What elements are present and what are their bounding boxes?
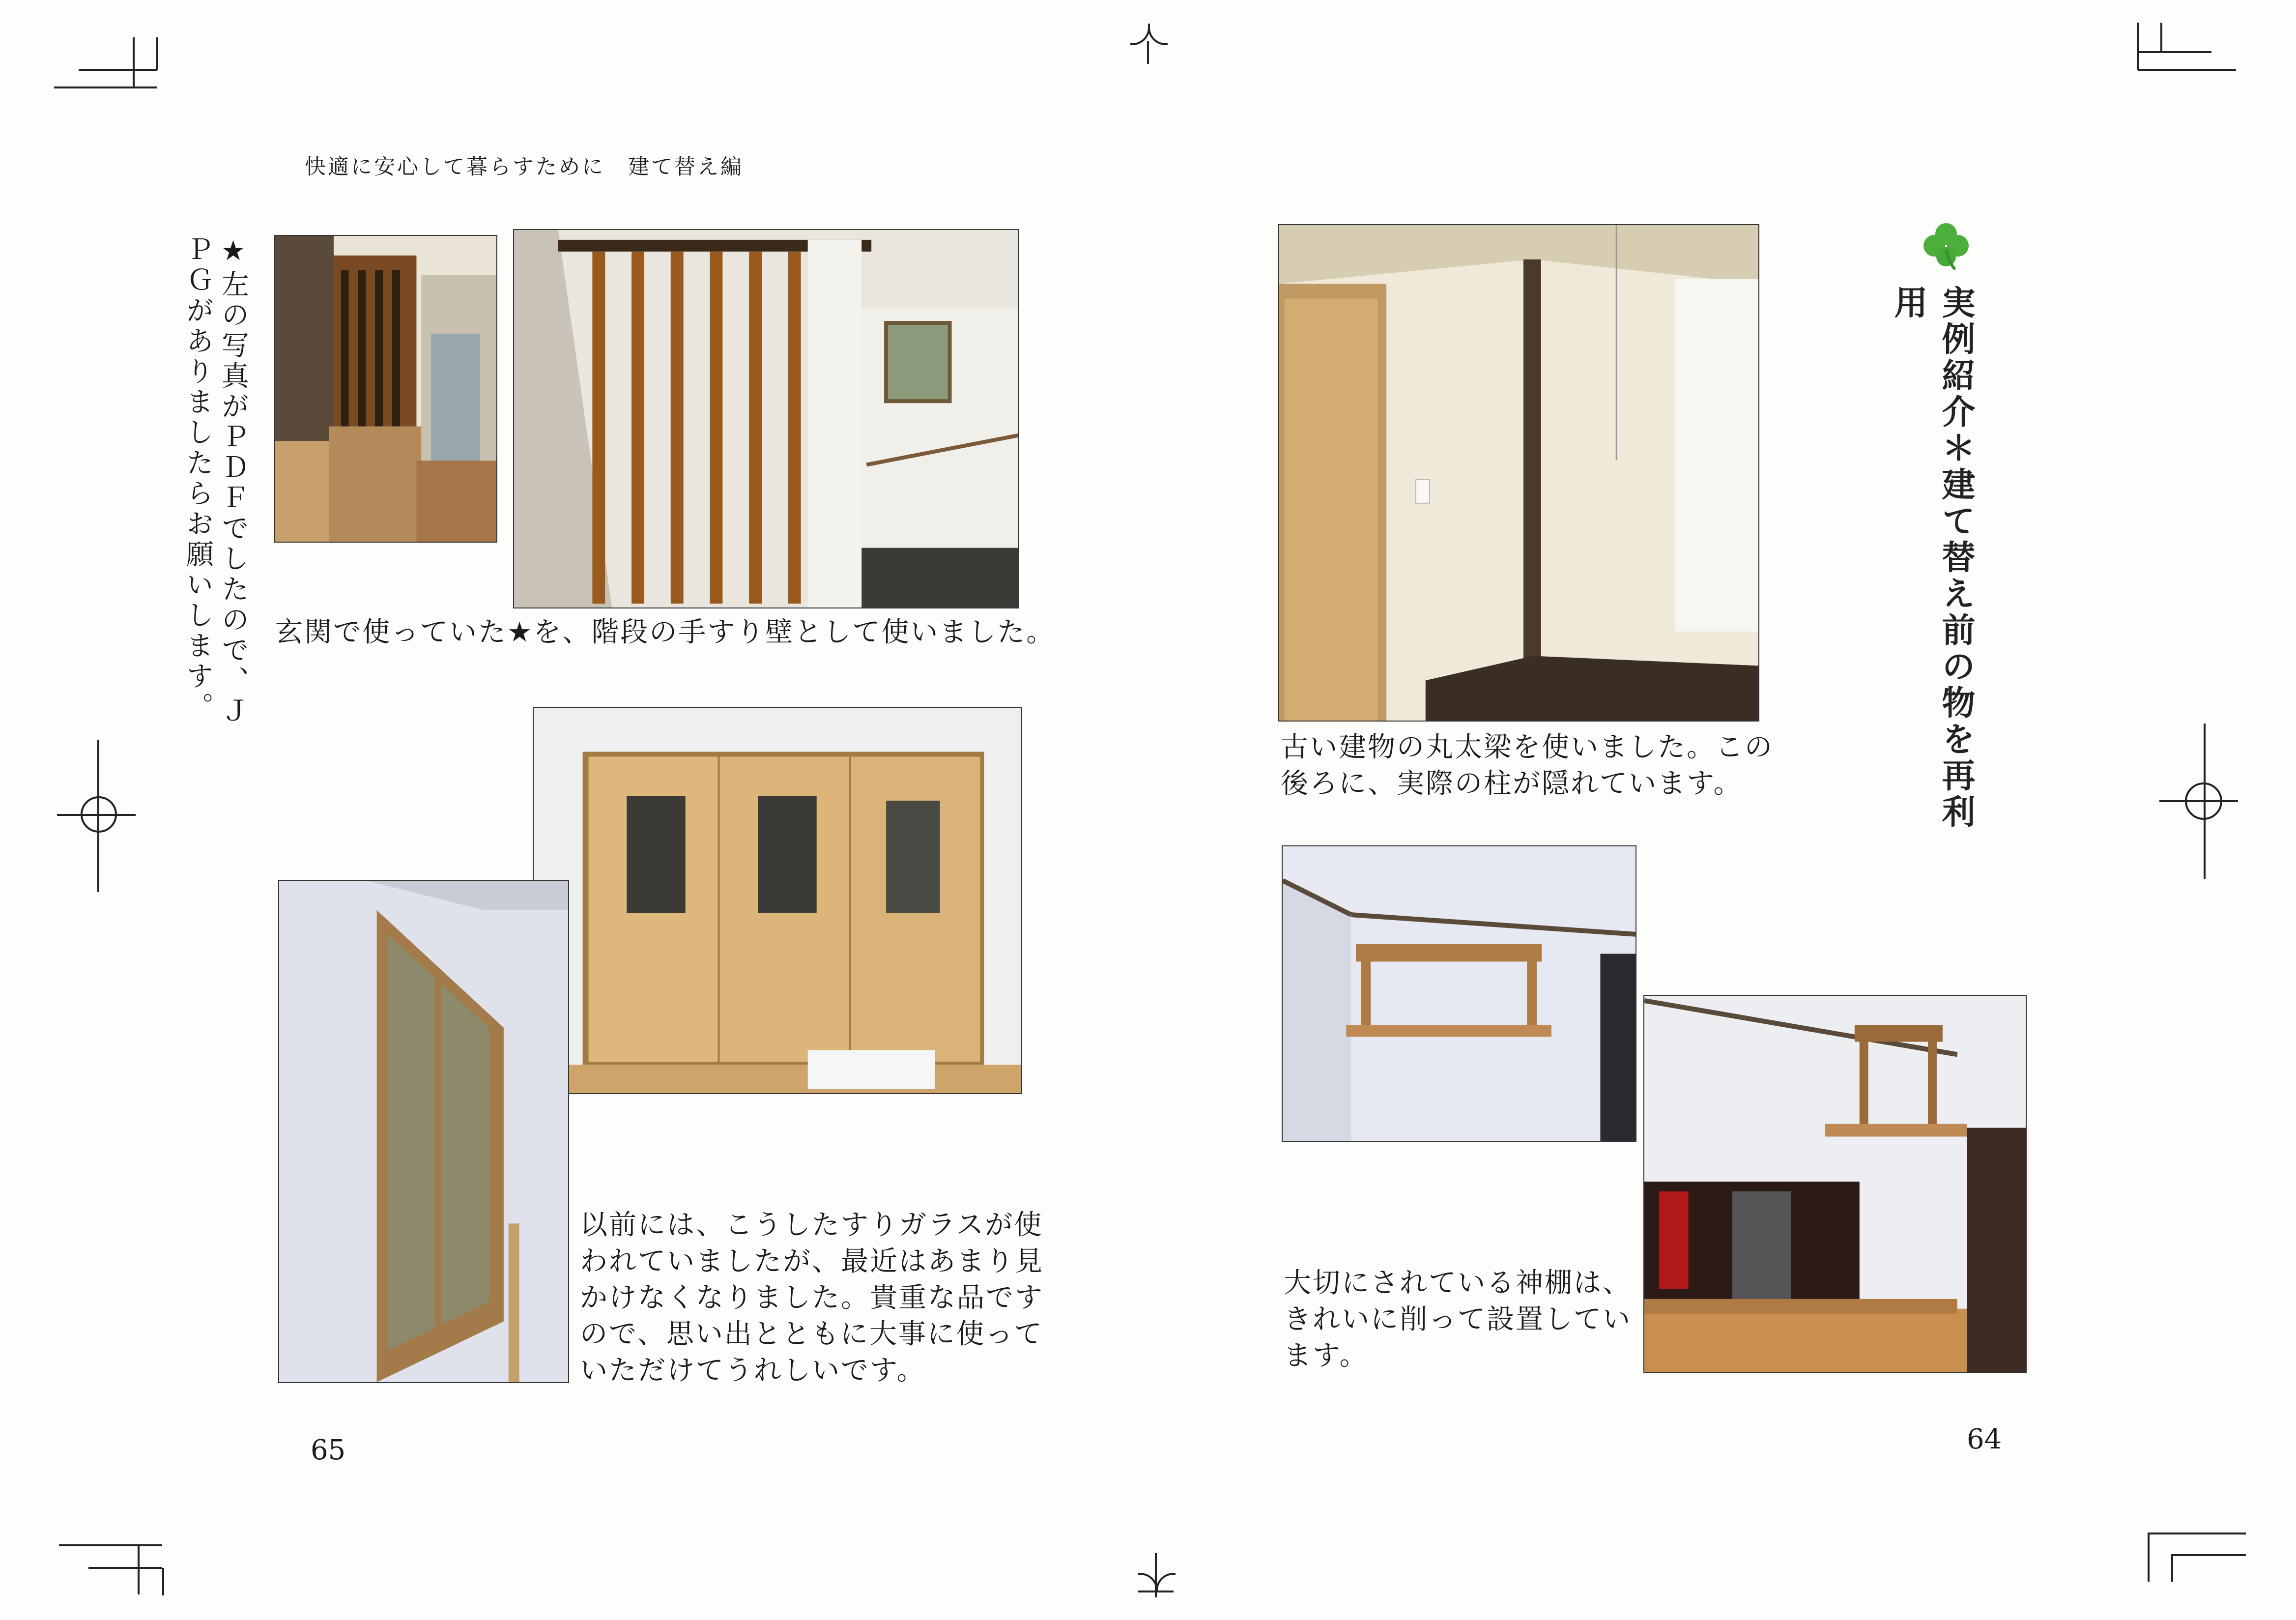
- photo-sliding-doors: [533, 707, 1022, 1094]
- photo-kamidana-wall: [1282, 845, 1636, 1142]
- clover-icon: [1921, 220, 1972, 271]
- caption-kamidana: 大切にされている神棚は、 きれいに削って設置してい ます。: [1284, 1267, 1632, 1372]
- photo-frosted-glass-window: [278, 880, 569, 1383]
- photo-entrance-lattice: [274, 235, 497, 543]
- page-number-left: 65: [311, 1434, 346, 1466]
- editor-note: ★左の写真がＰＤＦでしたので、ＪＰＧがありましたらお願いします。: [182, 235, 249, 727]
- caption-beam: 古い建物の丸太梁を使いました。この 後ろに、実際の柱が隠れています。: [1281, 731, 1774, 800]
- photo-room-beam: [1278, 224, 1759, 722]
- caption-handrail: 玄関で使っていた★を、階段の手すり壁として使いました。: [275, 616, 1056, 648]
- caption-frosted-glass: 以前には、こうしたすりガラスが使 われていましたが、最近はあまり見 かけなくなりました。貴重な品です ので、思い出とともに大事に使って いただけてうれしいです。: [580, 1209, 1044, 1387]
- photo-kamidana-counter: [1643, 995, 2027, 1373]
- running-header: 快適に安心して暮らすために 建て替え編: [305, 155, 744, 179]
- page-number-right: 64: [1967, 1423, 2002, 1455]
- page-title: 実例紹介＊建て替え前の物を再利用: [1889, 285, 1975, 831]
- photo-staircase-handrail: [513, 229, 1019, 608]
